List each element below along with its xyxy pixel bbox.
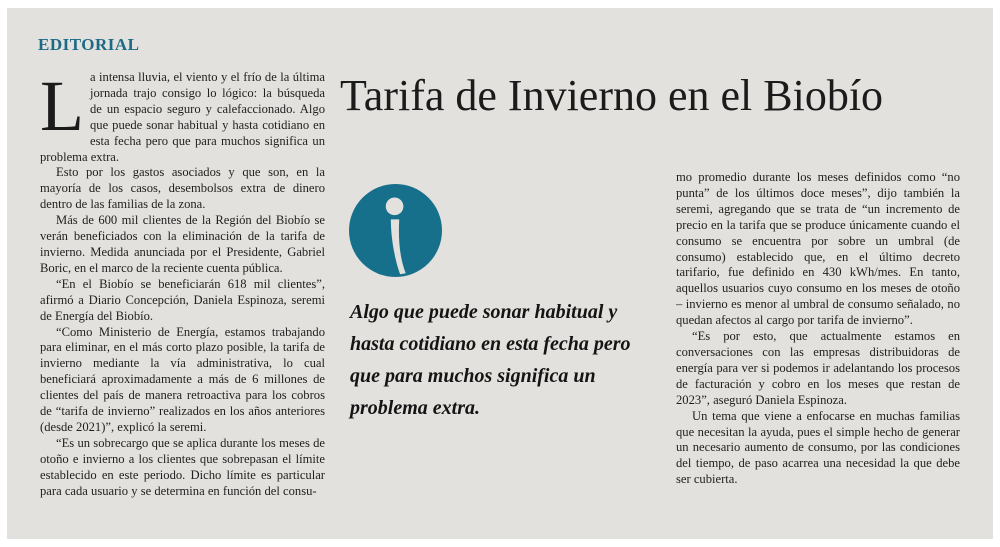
page-title: Tarifa de Invierno en el Biobío: [340, 71, 884, 120]
paragraph-8: “Es por esto, que actualmente estamos en conversaciones con las empresas distribuidoras de energía para ver si podemos ir adelantando los procesos de facturación y cobro en los meses que restan de 2023”, aseguró Daniela Espinoza.: [676, 329, 960, 407]
paragraph-6: “Es un sobrecargo que se aplica durante los meses de otoño e invierno a los clientes que sobrepasan el límite establecido en este periodo. Dicho límite es particular para cada usuario y se determina en función del consu-: [40, 435, 325, 498]
paragraph-7: mo promedio durante los meses definidos como “no punta” de los últimos doce meses”, dijo también la seremi, agregando que se trata de “un incremento de precio en la tarifa que se produce únicamente cuando el consumo se encuentra por sobre un umbral (de consumo) establecido que, en el último decreto tarifario, fue definido en 430 kWh/mes. En tanto, aquellos usuarios cuyo consumo en los meses de otoño – invierno es menor al umbral de consumo señalado, no quedan afectos al cargo por tarifa de invierno”.: [676, 170, 960, 328]
drop-cap: L: [40, 66, 84, 146]
paragraph-3: Más de 600 mil clientes de la Región del Biobío se verán beneficiados con la eliminación de la tarifa de invierno. Medida anunciada por el Presidente, Gabriel Boric, en el marco de la reciente cuenta pública.: [40, 213, 325, 275]
paragraph-2: Esto por los gastos asociados y que son, en la mayoría de los casos, desembolsos extra de dinero dentro de las familias de la zona.: [40, 165, 325, 212]
paragraph-9: Un tema que viene a enfocarse en muchas familias que necesitan la ayuda, pues el simple hecho de generar un necesario aumento de consumo, por las condiciones del tiempo, de paso acarrea una necesidad la que debe ser cubierta.: [676, 408, 960, 487]
section-label: EDITORIAL: [38, 35, 140, 54]
pull-quote: Algo que puede sonar habitual y hasta cotidiano en esta fecha pero que para muchos significa un problema extra.: [350, 301, 631, 419]
info-icon: [349, 184, 442, 277]
paragraph-1-text: a intensa lluvia, el viento y el frío de la última jornada trajo consigo lo lógico: la búsqueda de un espacio seguro y calefaccionado. Algo que puede sonar habitual y hasta cotidiano en esta fecha pero que para muchos significa un problema extra.: [40, 70, 325, 164]
right-column: [676, 170, 960, 488]
paragraph-1: [40, 66, 325, 165]
info-icon-dot: [386, 197, 404, 215]
paragraph-4: “En el Biobío se beneficiarán 618 mil clientes”, afirmó a Diario Concepción, Daniela Espinoza, seremi de Energía del Biobío.: [40, 276, 325, 323]
paragraph-5: “Como Ministerio de Energía, estamos trabajando para eliminar, en el más corto plazo posible, la tarifa de invierno mediante la vía administrativa, lo cual beneficiará aproximadamente a más de 6 millones de clientes del país de manera retroactiva para los cobros de “tarifa de invierno” realizados en los años anteriores (desde 2021)”, explicó la seremi.: [40, 324, 325, 434]
left-column: [40, 66, 325, 499]
